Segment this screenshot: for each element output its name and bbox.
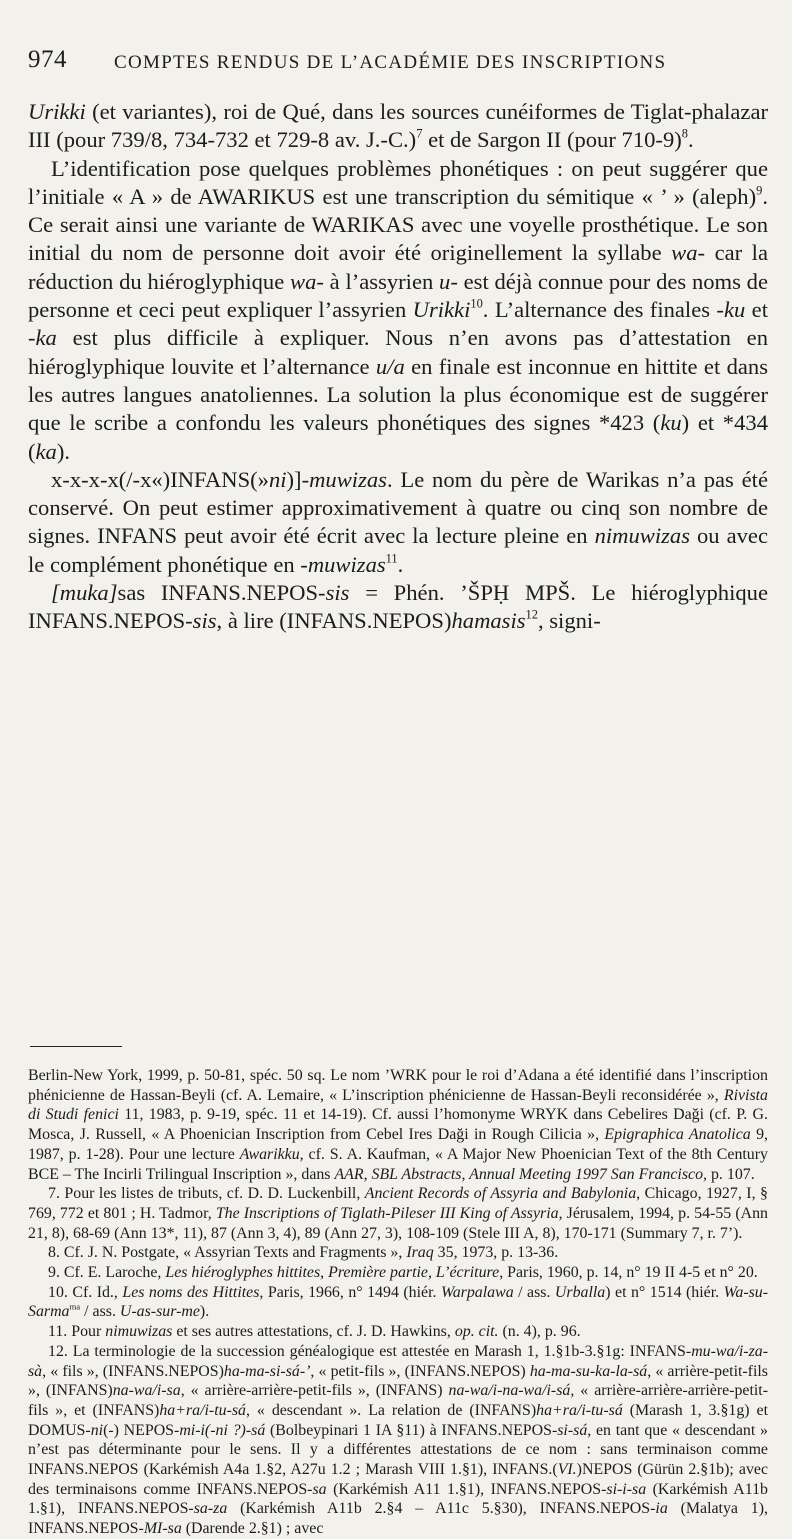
text-run: ). [199,1303,210,1321]
footnote-separator [30,1046,122,1047]
text-run: est plus difficile à expliquer. Nous n’en avons pas d’attestation en hiéroglyphique louvite et l’alternance [28,325,768,379]
superscript: ma [69,1301,81,1312]
footnote-ref: 10 [470,296,483,311]
text-run: et [745,297,768,323]
text-run: 11. Pour [48,1323,106,1341]
text-italic: ia [655,1500,668,1518]
text-italic: sis [192,608,217,634]
text-run: 11, 1983, p. 9-19, spéc. 11 et 14-19). Cf. aussi l’homonyme WRYK dans Cebelires Daği (cf. P. G. Mosca, J. Russell, « A Phoenician Inscription from Cebel Ires Daği in Rough Cilicia », [28,1106,768,1144]
text-italic: u- [439,268,458,294]
text-italic: U-as-sur-me [119,1303,200,1321]
text-run: x-x-x-x(/-x«)INFANS(» [51,466,269,492]
text-run: (Marash 1, 3.§1g) et DOMUS- [28,1401,768,1439]
text-run: , Paris, 1960, p. 14, n° 19 II 4-5 et n° 20. [499,1264,758,1282]
text-italic: sa [312,1480,327,1498]
footnote-9 [28,1263,768,1283]
text-italic: op. cit. [454,1323,499,1341]
text-run: , en tant que « descendant » n’est pas déterminante pour le sens. Il y a différentes attestations de ce nom : sans terminaison comme INFANS.NEPOS (Karkémish A4a 1.§2, A27u 1.2 ; Marash VIII 1.§1), INFANS.( [28,1421,768,1479]
text-italic: Première partie, L’écriture [328,1264,500,1282]
text-italic: ha+ra/i-tu-sá [159,1401,246,1419]
text-run: , Paris, 1966, n° 1494 (hiér. [259,1283,441,1301]
text-run: (-) NEPOS- [103,1421,180,1439]
text-italic: u/a [375,353,405,379]
text-run: , Chicago, 1927, I, § 769, 772 et 801 ; H. Tadmor, [28,1185,768,1222]
text-run: (Malatya 1), INFANS.NEPOS- [28,1500,769,1538]
text-italic: Ancient Records of Assyria and Babylonia [364,1185,637,1203]
text-run: , « fils », (INFANS.NEPOS) [42,1362,224,1380]
text-run: . L’alternance des finales [482,297,717,323]
text-run: (Karkémish A11b 2.§4 – A11c 5.§30), INFANS.NEPOS- [227,1500,656,1518]
text-italic: muwizas [309,466,387,492]
text-italic: AAR, SBL Abstracts, Annual Meeting 1997 San Francisco [334,1165,704,1183]
text-run: 12. La terminologie de la succession généalogique est attestée en Marash 1, 1.§1b-3.§1g: INFANS- [48,1342,692,1360]
text-italic: MI-sa [143,1520,182,1538]
text-run: en finale est inconnue en hittite et dans les autres langues anatoliennes. La solution la plus économique est de suggérer que le scribe a confondu les valeurs phonétiques des signes *423 ( [28,353,768,436]
text-italic: nimuwizas [594,523,690,549]
footnote-ref: 8 [681,126,688,141]
paragraph-1 [28,98,768,155]
footnote-ref: 7 [416,126,423,141]
text-run: ou avec le complément phonétique en [28,523,768,577]
paragraph-3 [28,466,768,579]
text-run: , « descendant ». La relation de (INFANS) [246,1401,537,1419]
text-italic: Les noms des Hittites [122,1283,260,1301]
text-run: . [397,551,404,577]
text-run: (Karkémish A11b 1.§1), INFANS.NEPOS- [28,1480,768,1518]
footnote-11 [28,1322,768,1342]
running-title: COMPTES RENDUS DE L’ACADÉMIE DES INSCRIPTIONS [114,52,667,73]
text-run: 7. Pour les listes de tributs, cf. D. D. Luckenbill, [48,1185,365,1203]
page-header [28,44,768,84]
text-italic: -ku [716,297,746,323]
text-italic: ha+ra/i-tu-sá [536,1401,623,1419]
text-run: 35, 1973, p. 13-36. [433,1244,559,1262]
text-italic: ha-ma-si-sá-’ [223,1362,311,1380]
footnote-ref: 9 [756,183,763,198]
text-run: , « petit-fils », (INFANS.NEPOS) [310,1362,530,1380]
text-run: / ass. [80,1303,120,1321]
text-italic: sis [325,580,350,606]
footnote-8 [28,1243,768,1263]
text-italic: ni [268,466,287,492]
footnote-ref: 12 [525,608,538,623]
text-italic: mi-i(-ni ?)-sá [179,1421,266,1439]
text-run: = Phén. ’ŠPḤ MPŠ. Le hiéroglyphique INFANS.NEPOS- [28,580,768,634]
main-text [28,98,768,636]
text-italic: -muwizas [300,551,386,577]
text-italic: Rivista di Studi fenici [28,1086,768,1124]
text-italic: Les hiéroglyphes hittites [165,1264,321,1282]
text-italic: ku [660,410,682,436]
text-run: , « arrière-arrière-petit-fils », (INFANS) [180,1382,449,1400]
text-run: / ass. [513,1283,555,1301]
paragraph-2 [28,155,768,466]
text-run: ). [56,438,71,464]
footnote-10 [28,1283,768,1322]
text-italic: Urikki [28,99,86,124]
text-run: , cf. S. A. Kaufman, « A Major New Phoenician Text of the 8th Century BCE – The Incirli Trilingual Inscription », dans [28,1145,768,1183]
text-run: . Ce serait ainsi une variante de WARIKAS avec une voyelle prosthétique. Le son initial du nom de personne doit avoir été originellement la syllabe [28,183,768,266]
text-run: est déjà connue pour des noms de personne et ceci peut expliquer l’assyrien [28,268,768,323]
text-run: . Le nom du père de Warikas n’a pas été conservé. On peut estimer approximativement à quatre ou cinq son nombre de signes. INFANS peut avoir été écrit avec la lecture pleine en [28,466,768,549]
text-run: car la réduction du hiéroglyphique [28,240,768,294]
text-run: (Bolbeypinari 1 IA §11) à INFANS.NEPOS- [265,1421,558,1439]
text-italic: ha-ma-su-ka-la-sá [529,1362,648,1380]
text-italic: si-i-sa [606,1480,647,1498]
text-italic: na-wa/i-na-wa/i-sá [448,1382,571,1400]
text-italic: Epigraphica Anatolica [604,1126,751,1144]
text-run: , « arrière-petit-fils », (INFANS) [28,1362,768,1400]
text-run: (Karkémish A11 1.§1), INFANS.NEPOS- [326,1480,607,1498]
text-run: L’identification pose quelques problèmes phonétiques : on peut suggérer que l’initiale « A » de AWARIKUS est une transcription du sémitique « ’ » (aleph) [28,155,768,209]
text-run: )]- [286,466,310,492]
text-italic: Warpalawa [440,1283,514,1301]
text-run: et ses autres attestations, cf. J. D. Hawkins, [172,1323,455,1341]
text-italic: The Inscriptions of Tiglath-Pileser III King of Assyria [215,1204,559,1222]
text-italic: -ka [28,325,57,351]
text-run: , Jérusalem, 1994, p. 54-55 (Ann 21, 8), 68-69 (Ann 13*, 11), 87 (Ann 3, 4), 89 (Ann 27, 3), 108-109 (Stele III A, 8), 170-171 (Summary 7, r. 7’). [28,1204,768,1242]
text-italic: na-wa/i-sa [112,1382,181,1400]
text-italic: nimuwizas [105,1323,173,1341]
text-italic: Awarikku [239,1145,300,1163]
footnote-continued [28,1066,768,1184]
text-italic: hamasis [451,608,526,634]
page-number: 974 [28,46,67,73]
text-italic: Urikki [412,297,471,323]
text-run: . [687,127,694,153]
text-italic: sa-za [193,1500,228,1518]
text-italic: Iraq [406,1244,434,1262]
paragraph-4 [28,579,768,636]
text-run: (n. 4), p. 96. [498,1323,581,1341]
footnote-ref: 11 [385,551,398,566]
text-run: Berlin-New York, 1999, p. 50-81, spéc. 50 sq. Le nom ’WRK pour le roi d’Adana a été identifié dans l’inscription phénicienne de Hassan-Beyli (cf. A. Lemaire, « L’inscription phénicienne de Hassan-Beyli reconsidérée », [28,1067,768,1104]
text-run: ) et n° 1514 (hiér. [605,1283,724,1301]
text-run: 10. Cf. Id., [48,1283,123,1301]
text-italic: si-sá [557,1421,588,1439]
text-run: , « arrière-arrière-arrière-petit-fils », et (INFANS) [28,1382,768,1419]
text-italic: ni [90,1421,104,1439]
text-run: , à lire (INFANS.NEPOS) [216,608,452,634]
footnote-12 [28,1342,768,1539]
text-run: 8. Cf. J. N. Postgate, « Assyrian Texts and Fragments », [48,1244,407,1262]
text-run: ) et *434 ( [28,410,768,464]
text-run: , signi- [537,608,601,634]
text-italic: Wa-su-Sarma [28,1283,769,1321]
text-run: )NEPOS (Gürün 2.§1b); avec des terminaisons comme INFANS.NEPOS- [28,1461,768,1498]
text-italic: [muka] [51,580,118,606]
text-run: 9. Cf. E. Laroche, [48,1264,166,1282]
text-italic: ka [35,438,57,464]
footnote-7 [28,1184,768,1243]
text-run: (Darende 2.§1) ; avec [181,1520,324,1538]
text-italic: mu-wa/i-za-sà [28,1342,768,1380]
text-run: sas INFANS.NEPOS- [117,580,326,606]
text-run: à l’assyrien [323,268,440,294]
text-run: (et variantes), roi de Qué, dans les sources cunéiformes de Tiglat-phalazar III (pour 739/8, 734-732 et 729-8 av. J.-C.) [28,99,768,153]
text-italic: VI. [557,1461,577,1479]
text-italic: wa- [671,240,706,266]
text-italic: Urballa [554,1283,606,1301]
text-run: et de Sargon II (pour 710-9) [422,127,682,153]
footnotes [28,1066,768,1539]
text-run: , p. 107. [703,1165,755,1183]
text-run: 9, 1987, p. 1-28). Pour une lecture [28,1126,769,1163]
text-run: , [320,1264,329,1282]
text-italic: wa- [290,268,324,294]
